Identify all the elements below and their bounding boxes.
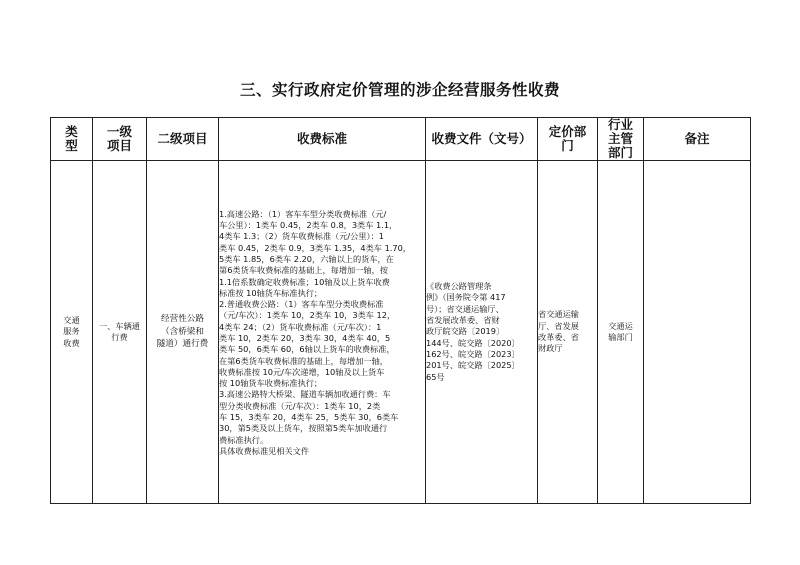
header-level2: 二级项目 xyxy=(147,118,219,161)
fee-table xyxy=(50,117,751,504)
page-title: 三、实行政府定价管理的涉企经营服务性收费 xyxy=(239,81,560,99)
header-remarks: 备注 xyxy=(644,118,751,161)
cell-document: 《收费公路管理条 例》（国务院令第 417 号）；省交通运输厅、 省发展改革委、省财 政厅皖交路〔2019〕 144号、皖交路〔2020〕 162号、皖交路〔2023〕 201号、皖交路〔2025〕 65号 xyxy=(426,161,538,504)
header-type: 类 型 xyxy=(51,118,93,161)
header-pricing-dept: 定价部 门 xyxy=(538,118,598,161)
table-header-row xyxy=(51,118,751,161)
header-document: 收费文件（文号） xyxy=(426,118,538,161)
header-industry-dept: 行业 主管 部门 xyxy=(598,118,644,161)
cell-level1: 一、车辆通 行费 xyxy=(93,161,147,504)
header-standard: 收费标准 xyxy=(219,118,426,161)
table-row xyxy=(51,161,751,504)
cell-level2: 经营性公路 （含桥梁和 隧道）通行费 xyxy=(147,161,219,504)
cell-remarks xyxy=(644,161,751,504)
cell-pricing-dept: 省交通运输 厅、省发展 改革委、省 财政厅 xyxy=(538,161,598,504)
cell-standard: 1.高速公路：（1）客车车型分类收费标准（元/ 车公里）：1类车 0.45，2类车 0.8，3类车 1.1， 4类车 1.3；（2）货车收费标准（元/公里）：1 类车 0.45，2类车 0.9，3类车 1.35，4类车 1.70， 5类车 1.85，6类车 2.20，六轴以上的货车，在 第6类货车收费标准的基础上，每增加一轴，按 1.1倍系数确定收费标准；10轴及以上货车收费 标准按 10轴货车标准执行； 2.普通收费公路：（1）客车车型分类收费标准 （元/车次）：1类车 10，2类车 10，3类车 12， 4类车 24；（2）货车收费标准（元/车次）：1 类车 10，2类车 20，3类车 30，4类车 40，5 类车 50，6类车 60，6轴以上货车的收费标准， 在第6类货车收费标准的基础上，每增加一轴， 收费标准按 10元/车次递增，10轴及以上货车 按 10轴货车收费标准执行； 3.高速公路特大桥梁、隧道车辆加收通行费：车 型分类收费标准（元/车次）：1类车 10，2类 车 15，3类车 20，4类车 25，5类车 30，6类车 30，第5类及以上货车，按照第5类车加收通行 费标准执行。 具体收费标准见相关文件 xyxy=(219,161,426,504)
cell-type: 交通 服务 收费 xyxy=(51,161,93,504)
header-level1: 一级 项目 xyxy=(93,118,147,161)
cell-industry-dept: 交通运 输部门 xyxy=(598,161,644,504)
